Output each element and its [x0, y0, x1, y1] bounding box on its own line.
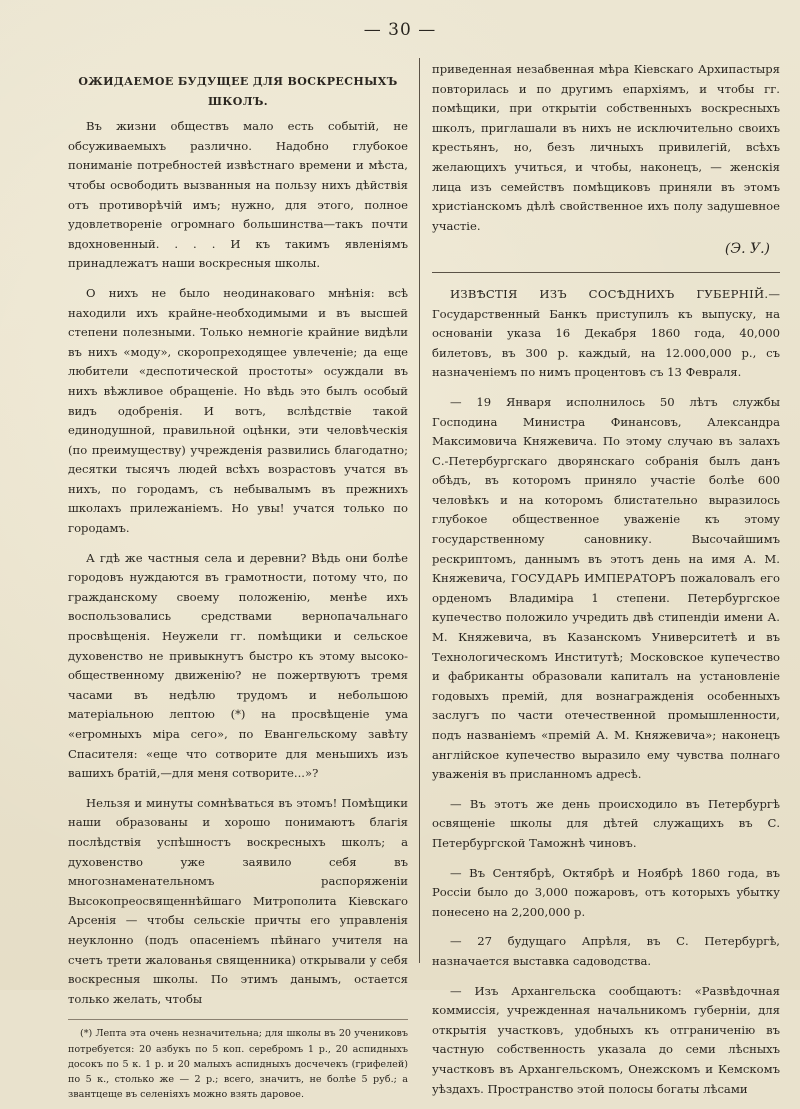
page-number: — 30 —	[363, 20, 437, 40]
left-column	[68, 60, 408, 1102]
paragraph: — 19 Января исполнилось 50 лѣтъ службы Господина Министра Финансовъ, Александра Максимовича Княжевича. По этому случаю въ залахъ С.-Петербургскаго дворянскаго собранія былъ данъ обѣдъ, въ которомъ приняло участіе болѣе 600 человѣкъ и на которомъ блистательно выразилось глубокое общественное уваженіе къ этому государственному сановнику. Высочайшимъ рескриптомъ, даннымъ въ этотъ день на имя А. М. Княжевича, ГОСУДАРЬ ИМПЕРАТОРЪ пожаловалъ его орденомъ Владиміра 1 степени. Петербургское купечество положило учредить двѣ стипендіи имени А. М. Княжевича, въ Казанскомъ Университетѣ и въ Технологическомъ Институтѣ; Московское купечество и фабриканты образовали капиталъ на установленіе годовыхъ премій, для вознагражденія особенныхъ заслугъ по части отечественной промышленности, подъ названіемъ «премій А. М. Княжевича»; наконецъ англійское купечество выразило ему чувства полнаго уваженія въ присланномъ адресѣ.	[432, 394, 780, 782]
section-rule	[432, 272, 780, 273]
paragraph: — 27 будущаго Апрѣля, въ С. Петербургѣ, назначается выставка садоводства.	[432, 934, 780, 968]
footnote	[68, 1019, 408, 1102]
paragraph: — Изъ Архангельска сообщаютъ: «Развѣдочная коммиссія, учрежденная начальникомъ губерніи, для открытія участковъ, удобныхъ къ отграниченію въ частную собственность указала до семи лѣсныхъ участковъ въ Архангельскомъ, Онежскомъ и Кемскомъ уѣздахъ. Пространство этой полосы богаты лѣсами	[432, 983, 780, 1096]
news-text: —Государственный Банкъ приступилъ къ выпуску, на основаніи указа 16 Декабря 1860 года, 40,000 билетовъ, въ 300 р. каждый, на 12.000,000 р., съ назначеніемъ по нимъ процентовъ съ 13 Февраля.	[432, 286, 780, 380]
paragraph: Въ жизни обществъ мало есть событій, не обсуживаемыхъ различно. Надобно глубокое пониманіе потребностей извѣстнаго времени и мѣста, чтобы освободить вызванныя на пользу нихъ дѣйствія отъ противорѣчій имъ; нужно, для этого, полное удовлетвореніе огромнаго большинства—такъ почти вдохновенный. . . . И къ такимъ явленіямъ принадлежатъ наши воскресныя школы.	[68, 119, 408, 271]
news-paragraph	[432, 285, 780, 383]
section-heading: ИЗВѢСТІЯ ИЗЪ СОСѢДНИХЪ ГУБЕРНІЙ.	[450, 286, 769, 301]
paragraph: Нельзя и минуты сомнѣваться въ этомъ! Помѣщики наши образованы и хорошо понимаютъ благія послѣдствія успѣшностъ воскресныхъ школъ; а духовенство уже заявило себя въ многознаменательномъ распоряженіи Высокопреосвященнѣйшаго Митрополита Кіевскаго Арсенія — чтобы сельскіе причты его управленія неуклонно (подъ опасеніемъ пѣйнаго учителя на счетъ трети жалованья священника) открывали у себя воскресныя школы. По этимъ данымъ, остается только желать, чтобы	[68, 795, 408, 1006]
footnote-text: (*) Лепта эта очень незначительна; для школы въ 20 учениковъ потребуется: 20 азбукъ по 5 коп. серебромъ 1 р., 20 аспидныхъ досокъ по 5 к. 1 р. и 20 малыхъ аспидныхъ досчечекъ (грифелей) по 5 к., столько же — 2 р.; всего, значитъ, не болѣе 5 руб.; а звантцеще въ селеніяхъ можно взять даровое.	[68, 1028, 408, 1101]
paragraph: О нихъ не было неодинаковаго мнѣнія: всѣ находили ихъ крайне-необходимыми и въ высшей степени полезными. Только немногіе крайние видѣли въ нихъ «моду», скоропреходящее увлеченіе; да еще любители «деспотической простоты» осуждали въ нихъ вѣжливое обращеніе. Но вѣдь это былъ особый видъ одобренія. И вотъ, вслѣдствіе такой единодушной, правильной оцѣнки, эти человѣческія (по преимуществу) учрежденія развились благодатно; десятки тысячъ людей всѣхъ возрастовъ учатся въ нихъ, по городамъ, съ небывалымъ въ прежнихъ школахъ прилежаніемъ. Но увы! учатся только по городамъ.	[68, 285, 408, 536]
paragraph: — Въ этотъ же день происходило въ Петербургѣ освященіе школы для дѣтей служащихъ въ С. Петербургской Таможнѣ чиновъ.	[432, 796, 780, 850]
author-signature: (Э. У.)	[724, 241, 770, 258]
paragraph: — Въ Сентябрѣ, Октябрѣ и Ноябрѣ 1860 года, въ Россіи было до 3,000 пожаровъ, отъ которыхъ убытку понесено на 2,200,000 р.	[432, 865, 780, 919]
right-column	[432, 60, 780, 1109]
paragraph: А гдѣ же частныя села и деревни? Вѣдь они болѣе городовъ нуждаются въ грамотности, потому что, по гражданскому своему положенію, менѣе ихъ воспользовались средствами вернопачальнаго просвѣщенія. Неужели гг. помѣщики и сельское духовенство не привыкнутъ быстро къ этому высоко-общественному движенію? не пожертвуютъ тремя часами въ недѣлю трудомъ и небольшою матеріальною лептою (*) на просвѣщеніе ума «erромныхъ міра сего», по Евангельскому завѣту Спасителя: «еще что сотворите для меньшихъ изъ вашихъ братій,—для меня сотворите...»?	[68, 550, 408, 781]
article-title: ОЖИДАЕМОЕ БУДУЩЕЕ ДЛЯ ВОСКРЕСНЫХЪ ШКОЛЪ.	[78, 75, 398, 108]
paragraph: приведенная незабвенная мѣра Кіевскаго Архипастыря повторилась и по другимъ епархіямъ, и чтобы гг. помѣщики, при открытіи собственныхъ воскресныхъ школъ, приглашали въ нихъ не исключительно своихъ крестьянъ, но, безъ личныхъ привилегій, всѣхъ желающихъ учиться, и чтобы, наконецъ, — женскія лица изъ семействъ помѣщиковъ приняли въ этомъ христіанскомъ дѣлѣ свойственное ихъ полу задушевное участіе.	[432, 62, 780, 233]
column-divider	[419, 58, 420, 963]
